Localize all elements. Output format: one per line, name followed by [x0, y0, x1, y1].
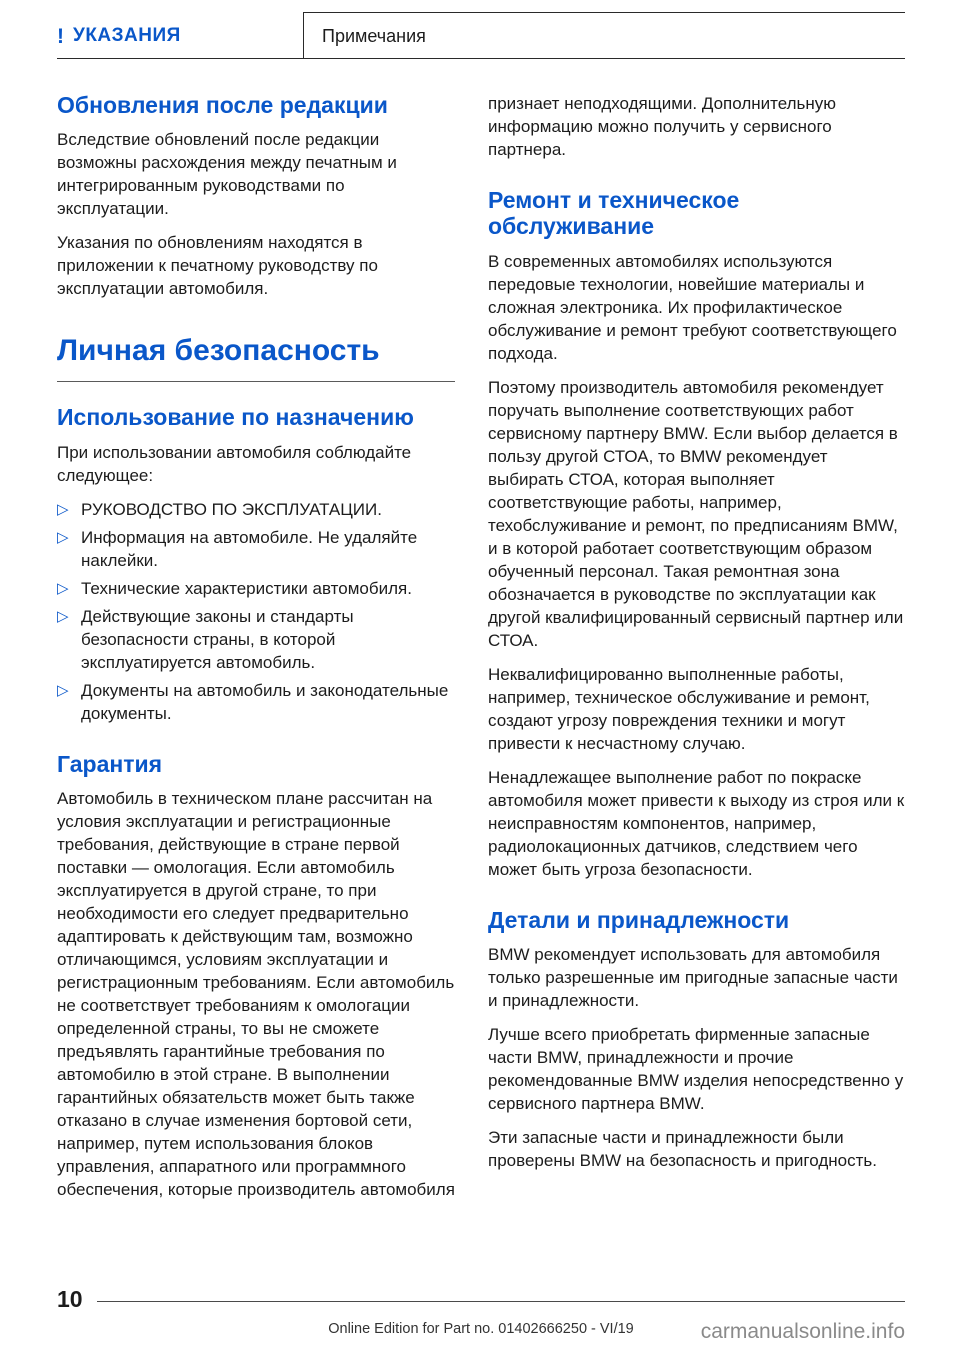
section-tab — [303, 12, 905, 58]
footer-rule-row — [57, 1288, 905, 1311]
list-item — [57, 526, 455, 572]
list-item — [57, 498, 455, 521]
list-item — [57, 605, 455, 674]
right-column — [488, 92, 905, 1183]
paragraph-updates-2: Указания по обновлениям находятся в приложении к печатному руководству по эксплуатации автомобиля. — [57, 233, 378, 299]
footer-rule — [97, 1301, 905, 1302]
section-label: Примечания — [322, 26, 426, 46]
paragraph-service-3: Неквалифицированно выполненные работы, например, техническое обслуживание и ремонт, создают угрозу повреждения техники и могут привести к несчастному случаю. — [488, 664, 870, 753]
heading-warranty: Гарантия — [57, 750, 163, 777]
bullet-list — [57, 498, 455, 725]
left-column — [57, 92, 455, 1212]
heading-service: Ремонт и техническое обслуживание — [488, 187, 740, 240]
edition-note: Online Edition for Part no. 01402666250 - VI/19 — [328, 1321, 634, 1337]
chapter-tab — [57, 12, 303, 58]
content-columns — [57, 92, 905, 1212]
triangle-bullet-icon: ▷ — [57, 500, 69, 518]
chapter-label: УКАЗАНИЯ — [73, 25, 181, 46]
paragraph-service-2: Поэтому производитель автомобиля рекомендует поручать выполнение соответствующих работ сервисному партнеру BMW. Если выбор делается в пользу другой СТОА, то BMW рекомендует выбирать СТОА, которая выполняет соответствующие работы, например, техобслуживание и ремонт, по предписаниям BMW, и в которой работает соответствующим образом обученный персонал. Такая ремонтная зона обозначается в руководстве по эксплуатации как другой квалифицированный сервисный партнер или СТОА. — [488, 377, 904, 650]
triangle-bullet-icon: ▷ — [57, 579, 69, 597]
paragraph-parts-3: Эти запасные части и принадлежности были проверены BMW на безопасность и пригодность. — [488, 1128, 877, 1171]
list-item-text: РУКОВОДСТВО ПО ЭКСПЛУАТАЦИИ. — [81, 499, 382, 519]
list-item — [57, 679, 455, 725]
page-header — [57, 12, 905, 59]
page-footer — [57, 1288, 905, 1348]
list-item-text: Действующие законы и стандарты безопасности страны, в которой эксплуатируется автомобиль. — [81, 606, 354, 672]
page-number: 10 — [57, 1286, 83, 1312]
paragraph-service-1: В современных автомобилях используются передовые технологии, новейшие материалы и сложная электроника. Их профилактическое обслуживание и ремонт требуют соответствующего подхода. — [488, 251, 897, 363]
footer-bottom-row — [57, 1320, 905, 1348]
heading-updates: Обновления после редакции — [57, 92, 388, 118]
paragraph-warranty: Автомобиль в техническом плане рассчитан на условия эксплуатации и регистрационные требования, действующие в стране первой поставки — омологация. Если автомобиль эксплуатируется в другой стране, то при необходимости его следует предварительно адаптировать к действующим там, возможно отличающимся, условиям эксплуатации и регистрационным требованиям. Если автомобиль не соответствует требованиям к омологации определенной страны, то вы не сможете предъявлять гарантийные требования по автомобилю в этой стране. В выполнении гарантийных обязательств может быть также отказано в случае изменения бортовой сети, например, путем использования блоков управления, аппаратного или программного обеспечения, которые производитель автомобиля — [57, 789, 455, 1200]
paragraph-parts-1: BMW рекомендует использовать для автомобиля только разрешенные им пригодные запасные части и принадлежности. — [488, 945, 898, 1011]
triangle-bullet-icon: ▷ — [57, 607, 69, 625]
list-item — [57, 577, 455, 600]
list-item-text: Информация на автомобиле. Не удаляйте наклейки. — [81, 527, 418, 570]
watermark: carmanualsonline.info — [700, 1320, 905, 1343]
heading-intended-use: Использование по назначению — [57, 404, 414, 431]
list-item-text: Документы на автомобиль и законодательные документы. — [81, 680, 449, 723]
heading-personal-safety: Личная безопасность — [57, 334, 455, 382]
paragraph-intended-use-intro: При использовании автомобиля соблюдайте следующее: — [57, 442, 412, 485]
triangle-bullet-icon: ▷ — [57, 681, 69, 699]
triangle-bullet-icon: ▷ — [57, 528, 69, 546]
paragraph-parts-2: Лучше всего приобретать фирменные запасные части BMW, принадлежности и прочие рекомендованные BMW изделия непосредственно у сервисного партнера BMW. — [488, 1025, 904, 1114]
heading-parts: Детали и принадлежности — [488, 906, 790, 933]
paragraph-service-4: Ненадлежащее выполнение работ по покраске автомобиля может привести к выходу из строя или к неисправностям компонентов, например, радиолокационных датчиков, следствием чего может быть угроза безопасности. — [488, 767, 905, 879]
paragraph-warranty-continued: признает неподходящими. Дополнительную информацию можно получить у сервисного партнера. — [488, 94, 837, 159]
exclamation-icon: ! — [57, 24, 64, 48]
paragraph-updates-1: Вследствие обновлений после редакции возможны расхождения между печатным и интегрированным руководствами по эксплуатации. — [57, 130, 397, 219]
list-item-text: Технические характеристики автомобиля. — [81, 578, 412, 598]
